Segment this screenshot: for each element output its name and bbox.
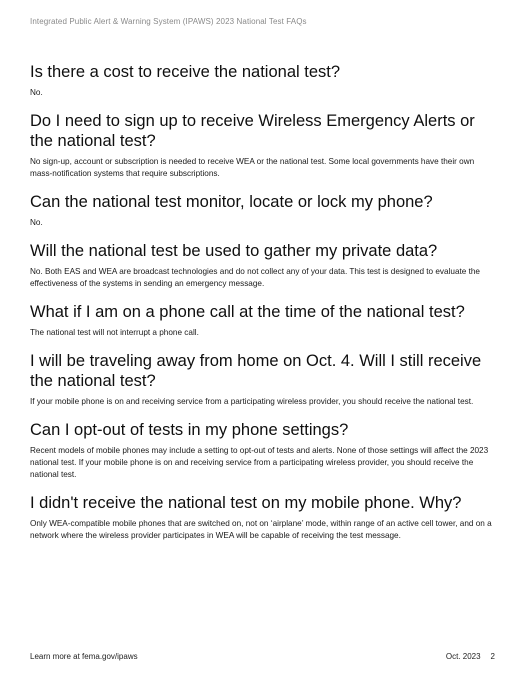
faq-question: Will the national test be used to gather my private data? [30,242,438,260]
faq-answer: No. Both EAS and WEA are broadcast technologies and do not collect any of your data. This test is designed to evaluate the effectiveness of the systems in sending an emergency message. [30,267,480,288]
faq-item [30,302,496,339]
faq-item [30,351,496,408]
faq-item [30,192,496,229]
faq-answer: No. [30,88,43,97]
faq-answer: No sign-up, account or subscription is needed to receive WEA or the national test. Some local governments have their own mass-notification systems that require subscriptions. [30,157,475,178]
page-number: 2 [490,652,495,661]
faq-answer: Recent models of mobile phones may include a setting to opt-out of tests and alerts. None of those settings will affect the 2023 national test. If your mobile phone is on and receiving service from a participating wireless provider, you should receive the national test. [30,446,489,479]
faq-answer: No. [30,218,43,227]
faq-item [30,62,496,99]
faq-question: I didn't receive the national test on my mobile phone. Why? [30,494,462,512]
footer-date: Oct. 2023 [445,652,481,661]
faq-question: Can I opt-out of tests in my phone settings? [30,421,349,439]
faq-question: Can the national test monitor, locate or lock my phone? [30,193,433,211]
faq-item [30,420,496,481]
faq-question: Do I need to sign up to receive Wireless Emergency Alerts or the national test? [30,112,475,150]
faq-list [30,62,496,554]
faq-answer: If your mobile phone is on and receiving service from a participating wireless provider, you should receive the national test. [30,397,474,406]
footer-date-page [446,652,495,661]
faq-question: Is there a cost to receive the national test? [30,63,341,81]
faq-question: What if I am on a phone call at the time of the national test? [30,303,465,321]
faq-answer: The national test will not interrupt a phone call. [30,328,199,337]
faq-item [30,493,496,542]
faq-question: I will be traveling away from home on Oct. 4. Will I still receive the national test? [30,352,482,390]
learn-more-link[interactable]: Learn more at fema.gov/ipaws [30,652,138,661]
page-header: Integrated Public Alert & Warning System (IPAWS) 2023 National Test FAQs [30,17,307,26]
faq-item [30,241,496,290]
faq-answer: Only WEA-compatible mobile phones that are switched on, not on ‘airplane’ mode, within range of an active cell tower, and on a network where the wireless provider participates in WEA will be capable of receiving the test message. [30,519,492,540]
faq-item [30,111,496,180]
